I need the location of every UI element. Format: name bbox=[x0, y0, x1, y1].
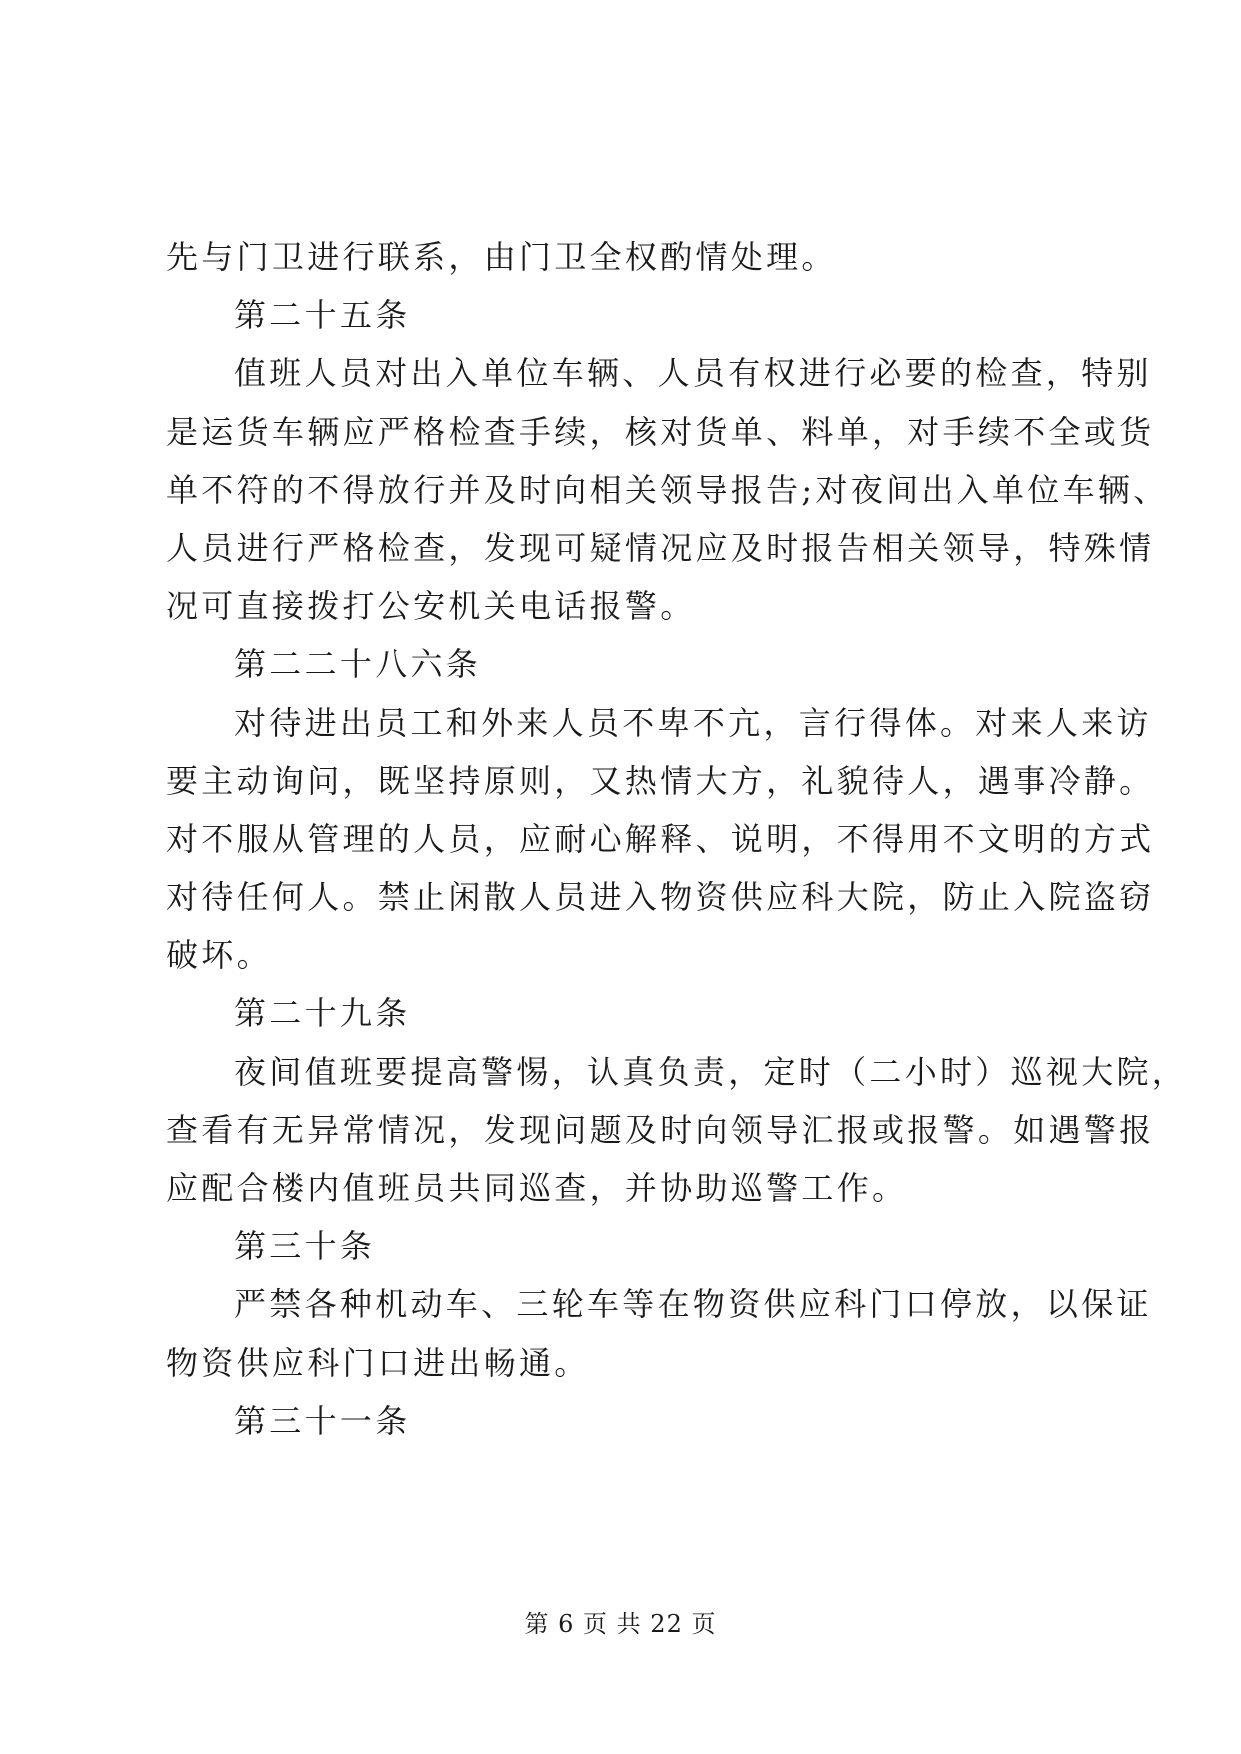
text-line: 单不符的不得放行并及时向相关领导报告;对夜间出入单位车辆、 bbox=[166, 470, 1169, 509]
text-line: 应配合楼内值班员共同巡查，并协助巡警工作。 bbox=[166, 1169, 908, 1207]
page-footer: 第 6 页 共 22 页 bbox=[524, 1610, 717, 1638]
document-body bbox=[166, 228, 1188, 1450]
text-line: 物资供应科门口进出畅通。 bbox=[166, 1343, 590, 1382]
article-heading: 第二二十八六条 bbox=[234, 645, 482, 684]
article-heading: 第二十五条 bbox=[234, 296, 411, 335]
text-line: 人员进行严格检查，发现可疑情况应及时报告相关领导，特殊情 bbox=[166, 528, 1155, 567]
text-line: 破坏。 bbox=[166, 936, 272, 975]
paragraph-line: 对待进出员工和外来人员不卑不亢，言行得体。对来人来访 bbox=[234, 703, 1152, 742]
text-line: 况可直接拨打公安机关电话报警。 bbox=[166, 587, 696, 626]
text-line: 是运货车辆应严格检查手续，核对货单、料单，对手续不全或货 bbox=[166, 412, 1155, 451]
paragraph-line: 夜间值班要提高警惕，认真负责，定时（二小时）巡视大院， bbox=[234, 1052, 1188, 1091]
article-heading: 第二十九条 bbox=[234, 994, 411, 1033]
paragraph-line: 值班人员对出入单位车辆、人员有权进行必要的检查，特别 bbox=[234, 354, 1152, 393]
text-line: 先与门卫进行联系，由门卫全权酌情处理。 bbox=[166, 238, 837, 276]
text-line: 对待任何人。禁止闲散人员进入物资供应科大院，防止入院盗窃 bbox=[166, 878, 1155, 917]
article-heading: 第三十一条 bbox=[234, 1401, 411, 1440]
article-heading: 第三十条 bbox=[234, 1227, 376, 1266]
text-line: 对不服从管理的人员，应耐心解释、说明，不得用不文明的方式 bbox=[166, 819, 1155, 858]
text-line: 查看有无异常情况，发现问题及时向领导汇报或报警。如遇警报 bbox=[166, 1110, 1155, 1149]
paragraph-line: 严禁各种机动车、三轮车等在物资供应科门口停放，以保证 bbox=[234, 1285, 1152, 1324]
text-line: 要主动询问，既坚持原则，又热情大方，礼貌待人，遇事冷静。 bbox=[166, 761, 1155, 800]
